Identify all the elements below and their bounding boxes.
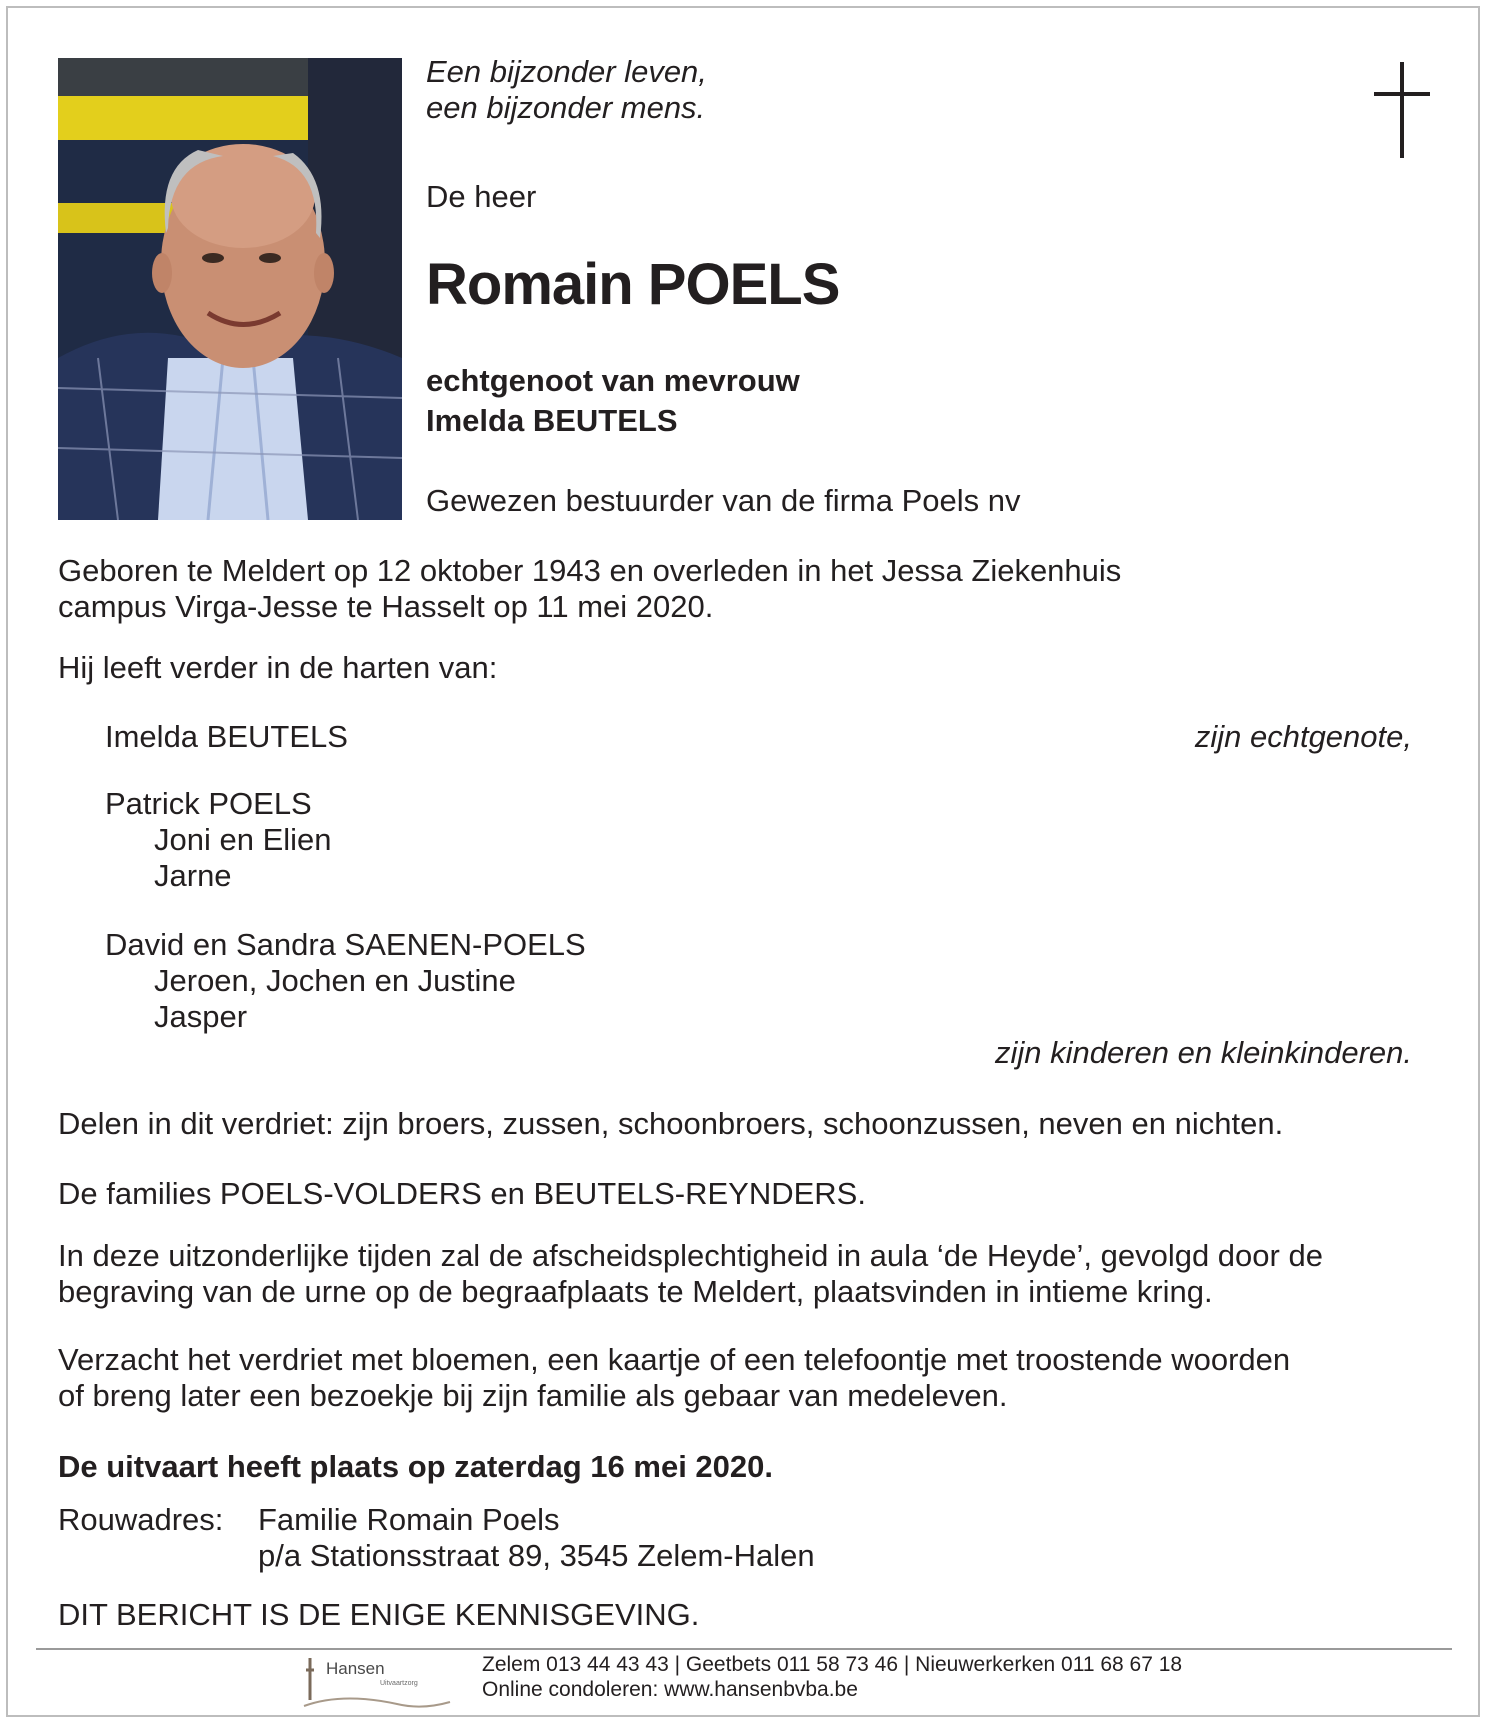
birth-death-line-1: Geboren te Meldert op 12 oktober 1943 en overleden in het Jessa Ziekenhuis [58, 553, 1122, 588]
notice-statement: DIT BERICHT IS DE ENIGE KENNISGEVING. [58, 1597, 700, 1632]
spouse-line-1: echtgenoot van mevrouw [426, 363, 800, 398]
survivors-intro: Hij leeft verder in de harten van: [58, 650, 498, 685]
condolence-line-1: Verzacht het verdriet met bloemen, een kaartje of een telefoontje met troostende woorden [58, 1342, 1291, 1377]
family1-line-2: Joni en Elien [154, 822, 332, 857]
survivor-spouse-name: Imelda BEUTELS [105, 719, 348, 754]
birth-death-line-2: campus Virga-Jesse te Hasselt op 11 mei 2020. [58, 589, 714, 624]
motto-line-2: een bijzonder mens. [426, 90, 706, 125]
ceremony-line-2: begraving van de urne op de begraafplaats te Meldert, plaatsvinden in intieme kring. [58, 1274, 1213, 1309]
shared-grief: Delen in dit verdriet: zijn broers, zussen, schoonbroers, schoonzussen, neven en nichten. [58, 1106, 1284, 1141]
footer-online: Online condoleren: www.hansenbvba.be [482, 1678, 858, 1701]
motto-line-1: Een bijzonder leven, [426, 54, 707, 89]
deceased-name: Romain POELS [426, 252, 840, 317]
mourning-address-label: Rouwadres: [58, 1502, 224, 1537]
spouse-line-2: Imelda BEUTELS [426, 403, 678, 438]
footer-divider [36, 1648, 1452, 1650]
family2-line-2: Jeroen, Jochen en Justine [154, 963, 516, 998]
hansen-logo [302, 1652, 452, 1712]
mourning-address-line-1: Familie Romain Poels [258, 1502, 560, 1537]
condolence-line-2: of breng later een bezoekje bij zijn familie als gebaar van medeleven. [58, 1378, 1008, 1413]
family2-line-3: Jasper [154, 999, 248, 1034]
funeral-date: De uitvaart heeft plaats op zaterdag 16 mei 2020. [58, 1449, 773, 1484]
ceremony-line-1: In deze uitzonderlijke tijden zal de afscheidsplechtigheid in aula ‘de Heyde’, gevolgd door de [58, 1238, 1323, 1273]
portrait-photo [58, 58, 402, 520]
logo-name: Hansen [326, 1659, 385, 1678]
occupation: Gewezen bestuurder van de firma Poels nv [426, 483, 1021, 518]
family1-line-3: Jarne [154, 858, 232, 893]
family2-head: David en Sandra SAENEN-POELS [105, 927, 586, 962]
footer-contact [482, 1652, 1182, 1702]
salutation: De heer [426, 179, 537, 214]
survivor-spouse-role: zijn echtgenote, [1194, 719, 1412, 754]
footer-phones: Zelem 013 44 43 43 | Geetbets 011 58 73 46 | Nieuwerkerken 011 68 67 18 [482, 1653, 1183, 1676]
families: De families POELS-VOLDERS en BEUTELS-REYNDERS. [58, 1176, 866, 1211]
logo-sub: Uitvaartzorg [380, 1680, 418, 1687]
cross-icon [1374, 62, 1430, 158]
family1-head: Patrick POELS [105, 786, 312, 821]
children-role: zijn kinderen en kleinkinderen. [994, 1035, 1412, 1070]
mourning-address-line-2: p/a Stationsstraat 89, 3545 Zelem-Halen [258, 1538, 815, 1573]
